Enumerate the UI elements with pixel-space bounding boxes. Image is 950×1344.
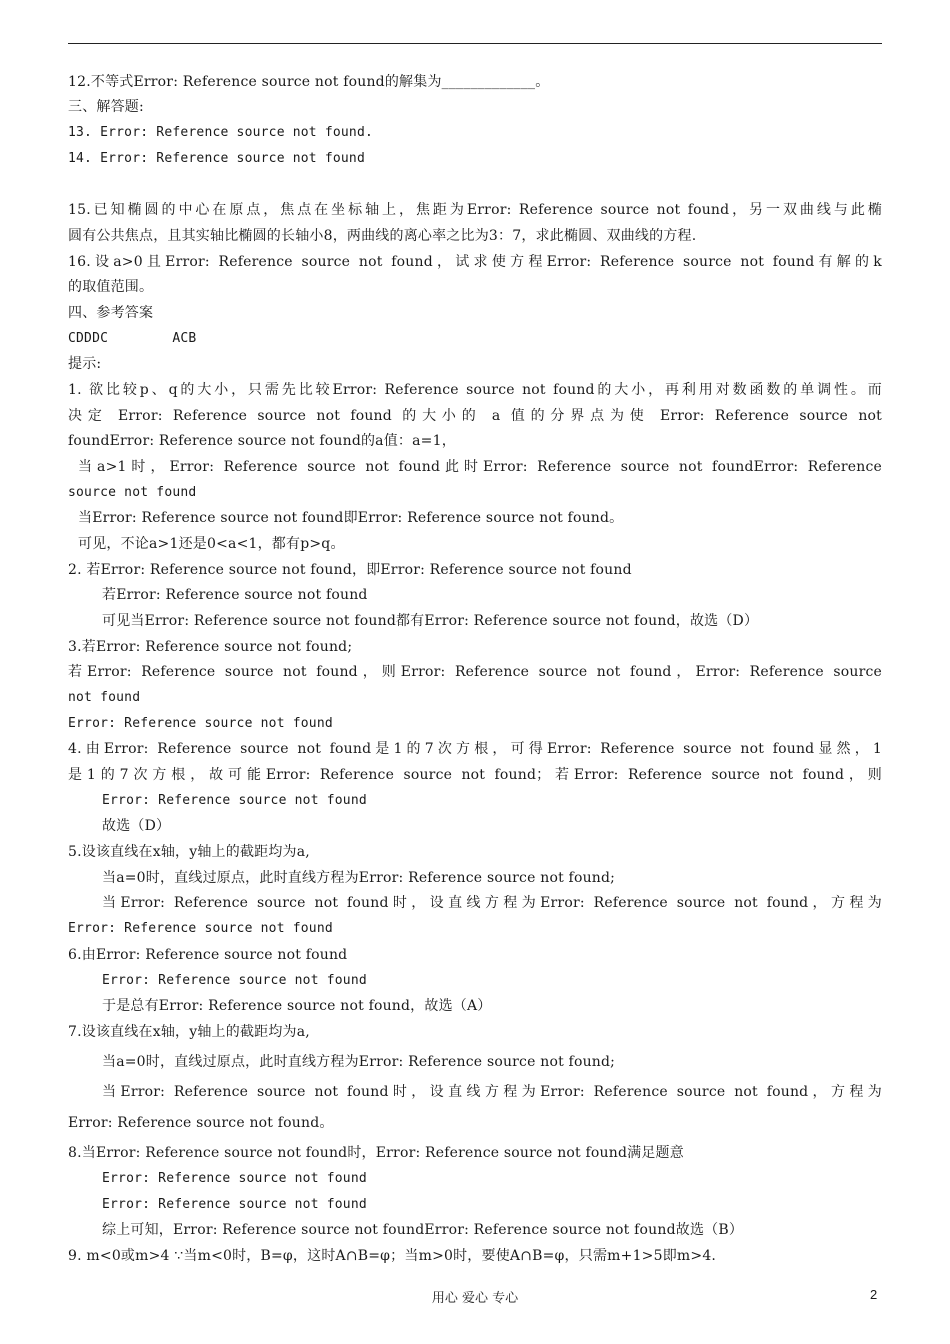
question-15-line-1: 15.已知椭圆的中心在原点，焦点在坐标轴上，焦距为Error: Reference source not found，另一双曲线与此椭 [68,202,882,218]
hint-4-line-1: 4.由Error: Reference source not found是1的7次方根，可得Error: Reference source not found显然，1 [68,741,882,757]
hint-7-line-1: 7.设该直线在x轴，y轴上的截距均为a, [68,1024,310,1040]
hint-6-line-1: 6.由Error: Reference source not found [68,947,348,963]
hint-2-line-1: 2. 若Error: Reference source not found，即Error: Reference source not found [68,562,632,578]
hint-2-line-2: 若Error: Reference source not found [102,587,368,603]
hint-1-line-5: source not found [68,485,197,500]
hint-1-line-6: 当Error: Reference source not found即Error: Reference source not found。 [78,510,624,526]
hint-3-line-4: Error: Reference source not found [68,716,333,731]
hint-8-line-2: Error: Reference source not found [102,1171,367,1186]
hint-5-line-3: 当Error: Reference source not found时，设直线方程为Error: Reference source not found，方程为 [102,895,882,911]
question-14: 14. Error: Reference source not found [68,151,365,166]
hint-8-line-4: 综上可知，Error: Reference source not foundError: Reference source not found故选（B） [102,1222,744,1238]
hint-5-line-2: 当a=0时，直线过原点，此时直线方程为Error: Reference source not found; [102,870,616,886]
hint-1-line-2: 决定 Error: Reference source not found 的大小的 a 值的分界点为使 Error: Reference source not [68,408,882,424]
hint-4-line-3: Error: Reference source not found [102,793,367,808]
question-13: 13. Error: Reference source not found. [68,125,374,140]
hints-label: 提示: [68,356,102,372]
hint-2-line-3: 可见当Error: Reference source not found都有Error: Reference source not found，故选（D） [102,613,759,629]
page-number: 2 [870,1287,878,1302]
answer-key: CDDDC ACB [68,331,197,346]
hint-3-line-1: 3.若Error: Reference source not found; [68,639,353,655]
hint-4-line-4: 故选（D） [102,818,171,834]
hint-7-line-4: Error: Reference source not found。 [68,1115,334,1131]
hint-1-line-3: foundError: Reference source not found的a值：a=1， [68,433,456,449]
hint-7-line-3: 当Error: Reference source not found时，设直线方程为Error: Reference source not found，方程为 [102,1084,882,1100]
section-heading-reference: 四、参考答案 [68,305,154,321]
hint-3-line-2: 若Error: Reference source not found，则Error: Reference source not found，Error: Reference source [68,664,882,680]
hint-5-line-1: 5.设该直线在x轴，y轴上的截距均为a, [68,844,310,860]
hint-1-line-1: 1. 欲比较p、q的大小，只需先比较Error: Reference source not found的大小，再利用对数函数的单调性。而 [68,382,882,398]
footer-slogan: 用心 爱心 专心 [431,1291,519,1306]
hint-8-line-3: Error: Reference source not found [102,1197,367,1212]
hint-6-line-2: Error: Reference source not found [102,973,367,988]
hint-4-line-2: 是1的7次方根，故可能Error: Reference source not found；若Error: Reference source not found，则 [68,767,882,783]
header-rule [68,43,882,44]
question-12: 12.不等式Error: Reference source not found的解集为_____________。 [68,74,550,90]
hint-8-line-1: 8.当Error: Reference source not found时，Error: Reference source not found满足题意 [68,1145,684,1161]
hint-5-line-4: Error: Reference source not found [68,921,333,936]
section-heading-answers: 三、解答题: [68,99,144,115]
hint-7-line-2: 当a=0时，直线过原点，此时直线方程为Error: Reference source not found; [102,1054,616,1070]
question-16-line-2: 的取值范围。 [68,279,154,295]
question-16-line-1: 16.设a>0且Error: Reference source not found，试求使方程Error: Reference source not found有解的k [68,254,882,270]
hint-1-line-7: 可见，不论a>1还是0<a<1，都有p>q。 [78,536,345,552]
hint-3-line-3: not found [68,690,141,705]
question-15-line-2: 圆有公共焦点，且其实轴比椭圆的长轴小8，两曲线的离心率之比为3：7，求此椭圆、双曲线的方程. [68,228,697,244]
hint-6-line-3: 于是总有Error: Reference source not found，故选（A） [102,998,492,1014]
hint-9-line-1: 9. m<0或m>4 ∵当m<0时，B=φ，这时A∩B=φ；当m>0时，要使A∩B=φ，只需m+1>5即m>4. [68,1248,717,1264]
hint-1-line-4: 当a>1时，Error: Reference source not found此时Error: Reference source not foundError: Reference [78,459,882,475]
